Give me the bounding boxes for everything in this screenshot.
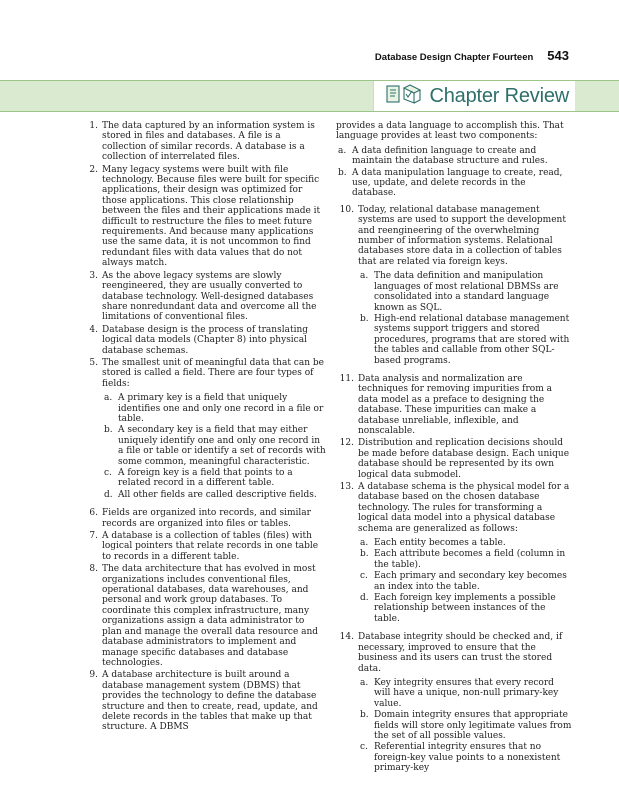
sub-item (358, 538, 572, 548)
item-text: Fields are organized into records, and similar records are organized into files or tables. (102, 508, 311, 529)
item-number: 5. (89, 357, 98, 368)
review-item (82, 358, 326, 506)
sub-item-letter: a. (360, 271, 369, 282)
review-item (336, 632, 572, 779)
right-column (336, 121, 572, 782)
item-body (102, 358, 326, 506)
item-text: Database design is the process of translating logical data models (Chapter 8) into physical database schemas. (102, 324, 309, 356)
review-item (336, 374, 572, 436)
item-text: Data analysis and normalization are techniques for removing impurities from a data model as a preface to designing the database. These impurities can make a database unreliable, inflexible, and nonscalable. (358, 373, 552, 436)
item-text: A database architecture is built around a database management system (DBMS) that provides the technology to define the database structure and then to create, read, update, and delete records in the tables that make up that structure. A DBMS (102, 670, 318, 733)
sub-item (358, 593, 572, 624)
sub-item-letter: b. (338, 167, 347, 178)
sub-item (358, 571, 572, 592)
review-book-icon (384, 82, 424, 110)
review-item (82, 508, 326, 529)
sub-item-text: High-end relational database management systems support triggers and stored procedures, programs that are stored with the tables and callable from other SQL-based programs. (374, 313, 570, 366)
review-item (82, 271, 326, 323)
item-text: The data architecture that has evolved in most organizations includes conventional files, operational databases, data warehouses, and personal and work group databases. To coordinate this complex infrastructure, many organizations assign a data administrator to plan and manage the overall data resource and database administrators to implement and manage specific databases and database technologies. (102, 564, 319, 668)
sub-item-letter: b. (360, 710, 369, 721)
item-body (358, 482, 572, 630)
item-text: The smallest unit of meaningful data that can be stored is called a field. There are four types of fields: (102, 357, 324, 389)
item-number: 8. (89, 564, 98, 575)
sub-item-text: Referential integrity ensures that no foreign-key value points to a nonexistent primary-key (374, 742, 561, 774)
item-body (358, 205, 572, 372)
chapter-review-title: Chapter Review (429, 84, 569, 107)
sub-item-letter: d. (360, 593, 369, 604)
sub-item (358, 271, 572, 313)
banner-title-group (373, 81, 576, 111)
item-number: 3. (89, 270, 98, 281)
sub-item-letter: b. (104, 425, 113, 436)
sub-item-text: Each primary and secondary key becomes an index into the table. (374, 571, 567, 592)
sub-item-list (358, 678, 572, 774)
sub-item-list (102, 393, 326, 500)
sub-item (102, 425, 326, 467)
review-item (336, 482, 572, 630)
item-number: 14. (339, 632, 354, 643)
running-head-text: Database Design Chapter Fourteen (374, 52, 534, 63)
running-head (375, 48, 569, 63)
sub-item-text: A data definition language to create and maintain the database structure and rules. (352, 145, 548, 167)
right-item-list (336, 205, 572, 780)
sub-item-letter: a. (360, 538, 369, 549)
item-number: 6. (89, 508, 98, 519)
sub-item-text: Each entity becomes a table. (374, 538, 506, 549)
sub-item-letter: b. (360, 549, 369, 560)
sub-item-letter: d. (104, 489, 113, 500)
item-number: 11. (339, 373, 354, 384)
sub-item-text: Domain integrity ensures that appropriate fields will store only legitimate values from the set of all possible values. (374, 710, 572, 741)
sub-item-text: The data definition and manipulation languages of most relational DBMSs are consolidated into a standard language known as SQL. (374, 271, 559, 313)
sub-item-text: A data manipulation language to create, read, use, update, and delete records in the database. (352, 167, 563, 199)
review-item (82, 165, 326, 269)
item-number: 9. (89, 670, 98, 681)
sub-item (102, 490, 326, 500)
item-text: The data captured by an information system is stored in files and databases. A file is a collection of similar records. A database is a collection of interrelated files. (102, 121, 315, 163)
item-text: A database is a collection of tables (files) with logical pointers that relate records in one table to records in a different table. (102, 531, 319, 562)
sub-item-text: Each foreign key implements a possible relationship between instances of the table. (374, 593, 556, 624)
chapter-review-banner (0, 80, 619, 112)
review-item (82, 121, 326, 163)
sub-item-letter: a. (338, 145, 347, 156)
continuation-text: provides a data language to accomplish this. That language provides at least two components: (336, 121, 564, 142)
sub-item (336, 168, 572, 199)
review-item (82, 564, 326, 668)
sub-item-letter: a. (360, 677, 369, 688)
sub-item-letter: a. (104, 393, 113, 404)
left-item-list (82, 121, 326, 733)
sub-item (358, 710, 572, 741)
item-number: 2. (89, 164, 98, 175)
sub-item-text: Each attribute becomes a field (column in the table). (374, 549, 566, 570)
sub-item (102, 468, 326, 489)
review-item (82, 670, 326, 732)
item-text: Distribution and replication decisions should be made before database design. Each unique database should be represented by its own logical data submodel. (358, 438, 570, 480)
review-item (336, 438, 572, 480)
sub-item-letter: c. (104, 468, 112, 478)
sub-item-text: A foreign key is a field that points to a related record in a different table. (118, 468, 293, 489)
item-number: 7. (89, 531, 98, 542)
review-item (82, 325, 326, 356)
item-number: 1. (89, 121, 98, 131)
item-number: 12. (339, 438, 354, 449)
item-body (358, 632, 572, 779)
item-text: Database integrity should be checked and, if necessary, improved to ensure that the business and its users can trust the stored data. (358, 632, 563, 674)
item-text: Many legacy systems were built with file technology. Because files were built for specific applications, their design was optimized for those applications. This close relationship between the files and their applications made it difficult to restructure the files to meet future requirements. And because many applications use the same data, it is not uncommon to find redundant files with data values that do not always match. (102, 164, 321, 269)
item-text: Today, relational database management systems are used to support the development and reengineering of the overwhelming number of information systems. Relational databases store data in a collection of tables that are related via foreign keys. (358, 204, 566, 267)
sub-item (358, 314, 572, 366)
sub-item-list (358, 538, 572, 624)
sub-item-text: A secondary key is a field that may either uniquely identify one and only one record in a file or table or identify a set of records with some common, meaningful characteristic. (118, 425, 326, 467)
sub-item (358, 549, 572, 570)
review-item (82, 531, 326, 562)
item-number: 10. (339, 204, 354, 215)
left-column (82, 121, 326, 735)
sub-item (358, 742, 572, 773)
item-number: 4. (89, 324, 98, 335)
review-item (336, 205, 572, 372)
sub-item-text: Key integrity ensures that every record will have a unique, non-null primary-key value. (374, 677, 559, 709)
sub-item (358, 678, 572, 709)
sub-item-letter: b. (360, 313, 369, 324)
sub-item-list (358, 271, 572, 366)
sub-item-text: All other fields are called descriptive fields. (118, 489, 317, 500)
item-number: 13. (339, 482, 354, 492)
sub-item (336, 146, 572, 167)
item-text: A database schema is the physical model for a database based on the chosen database technology. The rules for transforming a logical data model into a physical database schema are generalized as follows: (358, 482, 570, 534)
sub-item-letter: c. (360, 571, 368, 582)
sub-item (102, 393, 326, 424)
item-text: As the above legacy systems are slowly reengineered, they are usually converted to database technology. Well-designed databases share nonredundant data and overcome all the limitations of conventional files. (102, 270, 317, 323)
page-number: 543 (547, 48, 569, 63)
sub-item-text: A primary key is a field that uniquely identifies one and only one record in a file or table. (118, 393, 324, 424)
sub-item-letter: c. (360, 742, 368, 753)
sub-item-list (336, 146, 572, 199)
